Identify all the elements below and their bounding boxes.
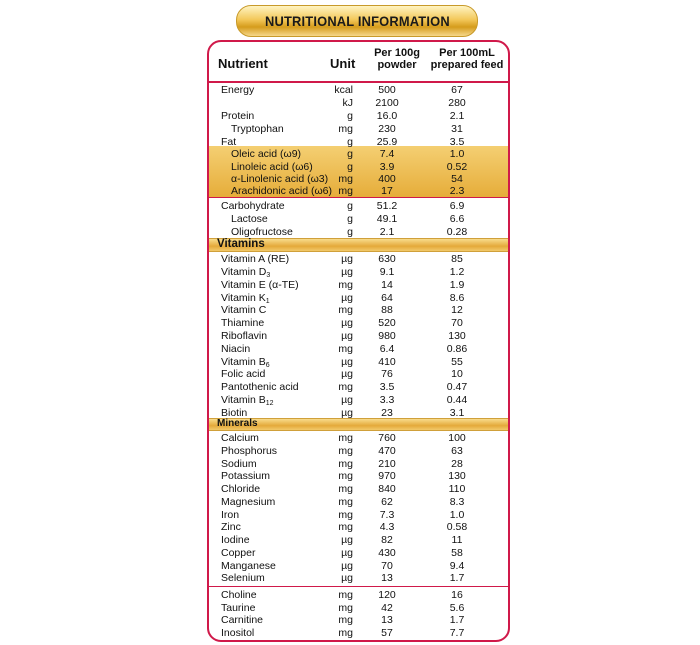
nutrient-name — [221, 304, 266, 316]
nutrient-label: Niacin — [221, 343, 251, 355]
per-100ml-value: 85 — [451, 253, 463, 265]
table-row — [209, 432, 508, 444]
table-row — [209, 614, 508, 626]
per-100ml-value: 0.28 — [446, 226, 468, 238]
per-100ml-value: 8.6 — [449, 292, 465, 304]
per-100g-value: 7.3 — [379, 509, 395, 521]
section-minerals — [209, 418, 508, 431]
per-100ml-value: 100 — [448, 432, 466, 444]
per-100g-value: 980 — [378, 330, 396, 342]
nutrient-name — [221, 627, 254, 639]
header-per-100g: Per 100g powder — [374, 47, 420, 71]
table-row — [209, 226, 508, 238]
nutrient-label: Vitamin C — [221, 304, 267, 316]
unit-cell: mg — [338, 496, 353, 508]
per-100g-value: 760 — [378, 432, 396, 444]
per-100g-value: 400 — [378, 173, 396, 185]
table-row — [209, 547, 508, 559]
table-row — [209, 200, 508, 212]
nutrient-label: Vitamin B — [221, 356, 266, 368]
nutrient-label: Carnitine — [221, 614, 264, 626]
nutrient-name — [221, 110, 254, 122]
nutrient-subscript: 3 — [266, 272, 271, 279]
section-vitamins-label: Vitamins — [217, 238, 265, 250]
per-100ml-value: 16 — [451, 589, 463, 601]
nutrient-label: Folic acid — [221, 368, 266, 380]
per-100ml-value: 6.9 — [449, 200, 465, 212]
per-100ml-value: 130 — [448, 470, 466, 482]
unit-cell: µg — [341, 368, 353, 380]
per-100ml-value: 5.6 — [449, 602, 465, 614]
nutrient-label: Carbohydrate — [221, 200, 285, 212]
per-100g-value: 500 — [378, 84, 396, 96]
table-row — [209, 368, 508, 380]
per-100g-value: 70 — [381, 560, 393, 572]
per-100ml-value: 12 — [451, 304, 463, 316]
table-row — [209, 445, 508, 457]
per-100g-value: 840 — [378, 483, 396, 495]
unit-cell: g — [347, 148, 353, 160]
per-100ml-value: 1.7 — [449, 572, 465, 584]
section-vitamins — [209, 238, 508, 252]
per-100g-value: 82 — [381, 534, 393, 546]
table-row — [209, 330, 508, 342]
per-100g-value: 51.2 — [376, 200, 398, 212]
per-100ml-value: 0.58 — [446, 521, 468, 533]
nutrient-label: Lactose — [231, 213, 268, 225]
nutrient-name — [231, 226, 293, 238]
nutrient-label: Potassium — [221, 470, 271, 482]
per-100ml-value: 0.52 — [446, 161, 468, 173]
nutrient-name — [221, 614, 263, 626]
table-row — [209, 213, 508, 225]
table-row — [209, 483, 508, 495]
per-100ml-value: 2.3 — [449, 185, 465, 197]
nutrient-name — [221, 253, 289, 265]
per-100ml-value: 3.5 — [449, 136, 465, 148]
per-100ml-value: 9.4 — [449, 560, 465, 572]
nutrient-name — [221, 470, 270, 482]
per-100ml-value: 63 — [451, 445, 463, 457]
unit-cell: µg — [341, 394, 353, 406]
per-100g-value: 49.1 — [376, 213, 398, 225]
unit-cell: µg — [341, 572, 353, 584]
table-row — [209, 292, 508, 304]
per-100g-value: 210 — [378, 458, 396, 470]
nutrient-label: Vitamin D — [221, 266, 267, 278]
nutrient-name — [221, 572, 265, 584]
table-row — [209, 458, 508, 470]
nutrient-name — [221, 521, 241, 533]
per-100g-value: 6.4 — [379, 343, 395, 355]
nutrient-label: Vitamin K — [221, 292, 266, 304]
table-row — [209, 279, 508, 291]
per-100g-value: 25.9 — [376, 136, 398, 148]
per-100g-value: 88 — [381, 304, 393, 316]
per-100g-value: 3.5 — [379, 381, 395, 393]
unit-cell: mg — [338, 343, 353, 355]
table-row — [209, 602, 508, 614]
table-header — [209, 42, 508, 83]
table-row — [209, 304, 508, 316]
table-row — [209, 394, 508, 406]
nutrient-name — [221, 343, 250, 355]
per-100ml-value: 10 — [451, 368, 463, 380]
per-100ml-value: 70 — [451, 317, 463, 329]
table-row — [209, 161, 508, 173]
unit-cell: g — [347, 200, 353, 212]
per-100ml-value: 1.9 — [449, 279, 465, 291]
per-100ml-value: 6.6 — [449, 213, 465, 225]
title-banner — [236, 5, 478, 37]
nutrient-name — [221, 589, 257, 601]
per-100ml-value: 28 — [451, 458, 463, 470]
nutrient-label: Linoleic acid (ω6) — [231, 161, 313, 173]
nutrient-name — [221, 330, 267, 342]
per-100ml-value: 1.7 — [449, 614, 465, 626]
nutrient-name — [221, 534, 250, 546]
nutrient-label: Manganese — [221, 560, 276, 572]
nutrient-name — [221, 458, 257, 470]
unit-cell: µg — [341, 407, 353, 419]
nutrient-label: Taurine — [221, 602, 256, 614]
per-100g-value: 16.0 — [376, 110, 398, 122]
per-100g-value: 13 — [381, 572, 393, 584]
nutrient-label: Zinc — [221, 521, 241, 533]
per-100ml-value: 7.7 — [449, 627, 465, 639]
unit-cell: µg — [341, 330, 353, 342]
table-row — [209, 572, 508, 584]
nutrient-name — [221, 547, 255, 559]
unit-cell: mg — [338, 173, 353, 185]
header-nutrient: Nutrient — [218, 56, 268, 71]
nutrient-name — [221, 560, 276, 572]
nutrient-name — [231, 173, 328, 185]
per-100g-value: 7.4 — [379, 148, 395, 160]
per-100ml-value: 280 — [448, 97, 466, 109]
per-100ml-value: 0.47 — [446, 381, 468, 393]
per-100g-value: 57 — [381, 627, 393, 639]
nutrient-subscript: 1 — [265, 298, 270, 305]
unit-cell: mg — [338, 185, 353, 197]
per-100g-value: 3.3 — [379, 394, 395, 406]
nutrient-label: Vitamin A (RE) — [221, 253, 290, 265]
per-100g-value: 62 — [381, 496, 393, 508]
per-100g-value: 970 — [378, 470, 396, 482]
unit-cell: µg — [341, 266, 353, 278]
per-100ml-value: 0.86 — [446, 343, 468, 355]
page-title: NUTRITIONAL INFORMATION — [264, 13, 450, 29]
per-100ml-value: 67 — [451, 84, 463, 96]
per-100ml-value: 0.44 — [446, 394, 468, 406]
nutrient-name — [221, 136, 236, 148]
per-100g-value: 9.1 — [379, 266, 395, 278]
unit-cell: mg — [338, 458, 353, 470]
unit-cell: mg — [338, 483, 353, 495]
nutrient-name — [221, 483, 260, 495]
per-100g-value: 17 — [381, 185, 393, 197]
nutrient-label: Inositol — [221, 627, 255, 639]
nutrient-label: Fat — [221, 136, 237, 148]
per-100ml-value: 110 — [448, 483, 466, 495]
nutrient-subscript: 12 — [265, 400, 274, 407]
divider — [209, 197, 508, 198]
per-100ml-value: 8.3 — [449, 496, 465, 508]
nutrient-label: Thiamine — [221, 317, 265, 329]
unit-cell: mg — [338, 614, 353, 626]
nutrient-label: Riboflavin — [221, 330, 268, 342]
header-per-100ml: Per 100mL prepared feed — [430, 47, 504, 71]
nutrient-label: Oleic acid (ω9) — [231, 148, 302, 160]
table-row — [209, 521, 508, 533]
table-row — [209, 560, 508, 572]
unit-cell: mg — [338, 627, 353, 639]
nutrient-subscript: 6 — [265, 362, 270, 369]
table-row — [209, 317, 508, 329]
per-100g-value: 630 — [378, 253, 396, 265]
table-row — [209, 407, 508, 419]
divider — [209, 586, 508, 587]
unit-cell: µg — [341, 356, 353, 368]
per-100g-value: 2.1 — [379, 226, 395, 238]
unit-cell: mg — [338, 470, 353, 482]
per-100g-value: 4.3 — [379, 521, 395, 533]
unit-cell: mg — [338, 589, 353, 601]
table-row — [209, 509, 508, 521]
nutrient-name — [221, 394, 274, 406]
per-100g-value: 64 — [381, 292, 393, 304]
unit-cell: g — [347, 110, 353, 122]
unit-cell: g — [347, 213, 353, 225]
nutrient-label: Choline — [221, 589, 257, 601]
per-100ml-value: 2.1 — [449, 110, 465, 122]
per-100g-value: 520 — [378, 317, 396, 329]
table-row — [209, 185, 508, 197]
unit-cell: µg — [341, 560, 353, 572]
nutrient-label: Magnesium — [221, 496, 276, 508]
per-100g-value: 2100 — [375, 97, 399, 109]
nutrient-label: Phosphorus — [221, 445, 278, 457]
per-100ml-value: 11 — [451, 534, 463, 546]
nutrient-label: Copper — [221, 547, 256, 559]
nutrient-name — [231, 185, 332, 197]
per-100g-value: 23 — [381, 407, 393, 419]
per-100g-value: 3.9 — [379, 161, 395, 173]
unit-cell: mg — [338, 381, 353, 393]
nutrient-name — [221, 292, 270, 304]
unit-cell: µg — [341, 317, 353, 329]
per-100ml-value: 55 — [451, 356, 463, 368]
unit-cell: mg — [338, 445, 353, 457]
nutrient-label: α-Linolenic acid (ω3) — [231, 173, 329, 185]
unit-cell: µg — [341, 253, 353, 265]
nutrition-table — [207, 40, 510, 642]
table-row — [209, 123, 508, 135]
table-row — [209, 381, 508, 393]
nutrient-name — [221, 84, 254, 96]
nutrient-label: Selenium — [221, 572, 265, 584]
per-100ml-value: 3.1 — [449, 407, 465, 419]
nutrient-name — [231, 123, 284, 135]
nutrient-name — [221, 509, 239, 521]
nutrient-name — [231, 213, 268, 225]
table-row — [209, 470, 508, 482]
nutrient-label: Calcium — [221, 432, 259, 444]
table-row — [209, 496, 508, 508]
per-100g-value: 470 — [378, 445, 396, 457]
nutrient-name — [221, 200, 285, 212]
per-100g-value: 230 — [378, 123, 396, 135]
table-row — [209, 589, 508, 601]
per-100ml-value: 1.0 — [449, 509, 465, 521]
unit-cell: µg — [341, 292, 353, 304]
table-row — [209, 534, 508, 546]
unit-cell: mg — [338, 602, 353, 614]
nutrient-label: Tryptophan — [231, 123, 284, 135]
nutrient-label: Sodium — [221, 458, 257, 470]
per-100g-value: 14 — [381, 279, 393, 291]
nutrient-name — [221, 317, 264, 329]
nutrient-name — [221, 496, 275, 508]
nutrient-name — [221, 381, 299, 393]
per-100g-value: 410 — [378, 356, 396, 368]
table-row — [209, 356, 508, 368]
table-row — [209, 97, 508, 109]
nutrient-name — [221, 602, 255, 614]
per-100g-value: 13 — [381, 614, 393, 626]
nutrient-name — [221, 445, 277, 457]
table-row — [209, 136, 508, 148]
table-row — [209, 253, 508, 265]
unit-cell: µg — [341, 534, 353, 546]
nutrient-label: Arachidonic acid (ω6) — [231, 185, 332, 197]
nutrient-name — [221, 432, 259, 444]
nutrient-name — [221, 368, 265, 380]
unit-cell: mg — [338, 432, 353, 444]
nutrient-name — [221, 407, 247, 419]
table-row — [209, 110, 508, 122]
table-row — [209, 173, 508, 185]
unit-cell: mg — [338, 279, 353, 291]
per-100ml-value: 54 — [451, 173, 463, 185]
nutrient-label: Energy — [221, 84, 255, 96]
table-row — [209, 148, 508, 160]
per-100g-value: 430 — [378, 547, 396, 559]
nutrient-name — [231, 161, 313, 173]
per-100ml-value: 58 — [451, 547, 463, 559]
unit-cell: g — [347, 161, 353, 173]
per-100g-value: 120 — [378, 589, 396, 601]
nutrient-name — [231, 148, 301, 160]
table-row — [209, 84, 508, 96]
unit-cell: kJ — [342, 97, 353, 109]
per-100g-value: 76 — [381, 368, 393, 380]
table-row — [209, 343, 508, 355]
nutrient-label: Vitamin B — [221, 394, 266, 406]
nutrient-label: Pantothenic acid — [221, 381, 299, 393]
unit-cell: g — [347, 226, 353, 238]
per-100ml-value: 1.0 — [449, 148, 465, 160]
table-row — [209, 627, 508, 639]
nutrient-label: Oligofructose — [231, 226, 293, 238]
per-100g-value: 42 — [381, 602, 393, 614]
nutrient-label: Iodine — [221, 534, 250, 546]
nutrient-name — [221, 279, 299, 291]
nutrient-label: Protein — [221, 110, 255, 122]
table-row — [209, 266, 508, 278]
section-minerals-label: Minerals — [217, 418, 258, 429]
unit-cell: mg — [338, 304, 353, 316]
unit-cell: g — [347, 136, 353, 148]
nutrient-label: Iron — [221, 509, 240, 521]
nutrient-label: Chloride — [221, 483, 261, 495]
unit-cell: kcal — [334, 84, 353, 96]
nutrient-name — [221, 266, 270, 278]
header-unit: Unit — [330, 56, 356, 71]
nutrient-name — [221, 356, 270, 368]
unit-cell: mg — [338, 123, 353, 135]
unit-cell: µg — [341, 547, 353, 559]
unit-cell: mg — [338, 509, 353, 521]
nutrient-label: Vitamin E (α-TE) — [221, 279, 299, 291]
per-100ml-value: 130 — [448, 330, 466, 342]
unit-cell: mg — [338, 521, 353, 533]
nutrient-label: Biotin — [221, 407, 248, 419]
per-100ml-value: 1.2 — [449, 266, 465, 278]
per-100ml-value: 31 — [451, 123, 463, 135]
